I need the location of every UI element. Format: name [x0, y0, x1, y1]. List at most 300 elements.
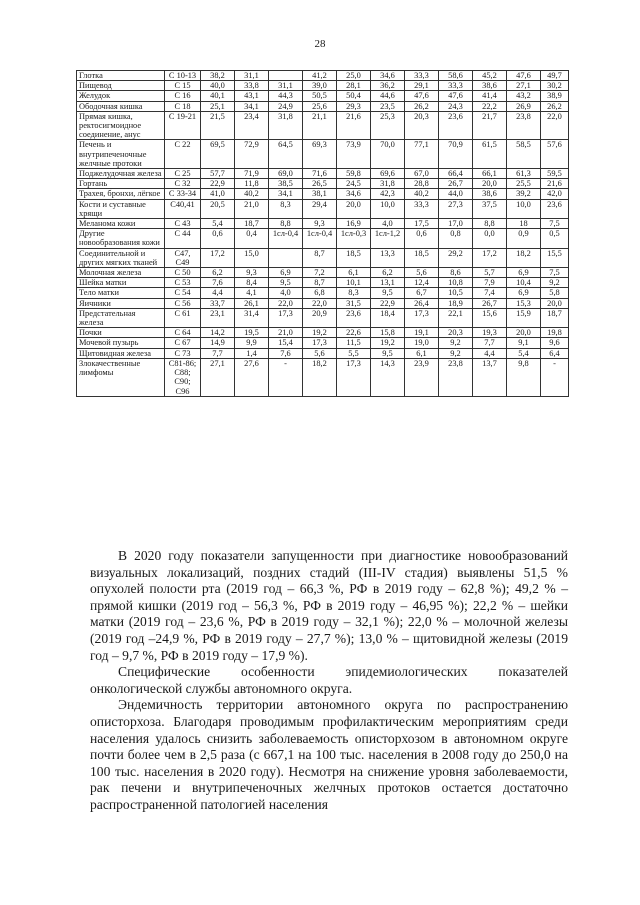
- value-cell: 8,7: [303, 278, 337, 288]
- icd-code-cell: С 50: [165, 268, 201, 278]
- localization-cell: Молочная железа: [77, 268, 165, 278]
- value-cell: 15,9: [507, 308, 541, 327]
- value-cell: 21,1: [303, 111, 337, 140]
- value-cell: 6,2: [371, 268, 405, 278]
- value-cell: 19,0: [405, 338, 439, 348]
- value-cell: 41,4: [473, 91, 507, 101]
- value-cell: 1сл-0,4: [303, 229, 337, 248]
- table-row: [77, 338, 569, 348]
- value-cell: 26,4: [405, 298, 439, 308]
- value-cell: 27,6: [235, 358, 269, 396]
- value-cell: 44,0: [439, 189, 473, 199]
- value-cell: 17,2: [201, 248, 235, 267]
- table-row: [77, 298, 569, 308]
- value-cell: 7,5: [541, 268, 569, 278]
- value-cell: 23,8: [439, 358, 473, 396]
- value-cell: 61,3: [507, 169, 541, 179]
- value-cell: 26,5: [303, 179, 337, 189]
- value-cell: 18,9: [439, 298, 473, 308]
- value-cell: 24,9: [269, 101, 303, 111]
- value-cell: 1сл-1,2: [371, 229, 405, 248]
- value-cell: 61,5: [473, 140, 507, 169]
- localization-cell: Тело матки: [77, 288, 165, 298]
- icd-code-cell: С81-86; С88; С90; С96: [165, 358, 201, 396]
- value-cell: 40,2: [235, 189, 269, 199]
- value-cell: 70,9: [439, 140, 473, 169]
- value-cell: 22,2: [473, 101, 507, 111]
- value-cell: 15,3: [507, 298, 541, 308]
- value-cell: 49,7: [541, 71, 569, 81]
- value-cell: 59,5: [541, 169, 569, 179]
- value-cell: 9,2: [541, 278, 569, 288]
- table-row: [77, 219, 569, 229]
- value-cell: 29,1: [405, 81, 439, 91]
- table-row: [77, 91, 569, 101]
- value-cell: 15,0: [235, 248, 269, 267]
- localization-cell: Кости и суставные хрящи: [77, 199, 165, 218]
- value-cell: 21,6: [541, 179, 569, 189]
- value-cell: 31,5: [337, 298, 371, 308]
- value-cell: 38,6: [473, 189, 507, 199]
- value-cell: 66,1: [473, 169, 507, 179]
- value-cell: 25,0: [337, 71, 371, 81]
- value-cell: 21,0: [235, 199, 269, 218]
- localization-cell: Печень и внутрипеченочные желчные протоки: [77, 140, 165, 169]
- value-cell: 19,8: [541, 328, 569, 338]
- value-cell: 27,1: [507, 81, 541, 91]
- value-cell: 31,8: [269, 111, 303, 140]
- value-cell: 11,8: [235, 179, 269, 189]
- value-cell: 22,1: [439, 308, 473, 327]
- value-cell: 14,3: [371, 358, 405, 396]
- value-cell: 5,4: [507, 348, 541, 358]
- value-cell: 31,8: [371, 179, 405, 189]
- table-row: [77, 199, 569, 218]
- icd-code-cell: С 15: [165, 81, 201, 91]
- value-cell: 38,1: [303, 189, 337, 199]
- value-cell: 26,7: [473, 298, 507, 308]
- value-cell: 72,9: [235, 140, 269, 169]
- icd-code-cell: С 18: [165, 101, 201, 111]
- localization-cell: Глотка: [77, 71, 165, 81]
- value-cell: 29,2: [439, 248, 473, 267]
- value-cell: 18: [507, 219, 541, 229]
- value-cell: 7,9: [473, 278, 507, 288]
- value-cell: 39,0: [303, 81, 337, 91]
- icd-code-cell: С 64: [165, 328, 201, 338]
- value-cell: 17,5: [405, 219, 439, 229]
- table-row: [77, 308, 569, 327]
- value-cell: 1сл-0,3: [337, 229, 371, 248]
- value-cell: 25,3: [371, 111, 405, 140]
- value-cell: 20,0: [507, 328, 541, 338]
- icd-code-cell: С47, С49: [165, 248, 201, 267]
- value-cell: 23,8: [507, 111, 541, 140]
- localization-cell: Щитовидная железа: [77, 348, 165, 358]
- value-cell: 31,4: [235, 308, 269, 327]
- value-cell: 19,5: [235, 328, 269, 338]
- value-cell: 38,9: [541, 91, 569, 101]
- localization-cell: Желудок: [77, 91, 165, 101]
- table-row: [77, 179, 569, 189]
- value-cell: 22,0: [541, 111, 569, 140]
- value-cell: 34,6: [371, 71, 405, 81]
- value-cell: 34,1: [269, 189, 303, 199]
- value-cell: 58,6: [439, 71, 473, 81]
- value-cell: 50,4: [337, 91, 371, 101]
- value-cell: 18,2: [507, 248, 541, 267]
- table-row: [77, 268, 569, 278]
- statistics-table: [76, 70, 569, 397]
- value-cell: 10,0: [507, 199, 541, 218]
- value-cell: 23,5: [371, 101, 405, 111]
- value-cell: 36,2: [371, 81, 405, 91]
- value-cell: 10,8: [439, 278, 473, 288]
- value-cell: 10,1: [337, 278, 371, 288]
- value-cell: 43,1: [235, 91, 269, 101]
- value-cell: 21,5: [201, 111, 235, 140]
- value-cell: 71,9: [235, 169, 269, 179]
- value-cell: 28,8: [405, 179, 439, 189]
- value-cell: 18,7: [235, 219, 269, 229]
- icd-code-cell: С 10-13: [165, 71, 201, 81]
- body-text: [90, 548, 568, 814]
- value-cell: 6,1: [405, 348, 439, 358]
- paragraph: В 2020 году показатели запущенности при диагностике новообразований визуальных локализаций, поздних стадий (III-IV стадия) выявлены 51,5 % опухолей полости рта (2019 год – 66,3 %, РФ в 2019 году – 62,8 %); 49,2 % – прямой кишки (2019 год – 56,3 %, РФ в 2019 году – 46,95 %); 22,2 % – шейки матки (2019 год – 23,6 %, РФ в 2019 году – 32,1 %); 22,0 % – молочной железы (2019 год –24,9 %, РФ в 2019 году – 27,7 %); 13,0 % – щитовидной железы (2019 год – 9,7 %, РФ в 2019 году – 17,9 %).: [90, 548, 568, 663]
- value-cell: 0,5: [541, 229, 569, 248]
- value-cell: 9,5: [371, 348, 405, 358]
- value-cell: 6,7: [405, 288, 439, 298]
- page-number: 28: [314, 38, 326, 50]
- value-cell: 38,5: [269, 179, 303, 189]
- value-cell: 6,1: [337, 268, 371, 278]
- value-cell: 69,5: [201, 140, 235, 169]
- value-cell: 5,6: [405, 268, 439, 278]
- value-cell: 14,2: [201, 328, 235, 338]
- localization-cell: Предстательная железа: [77, 308, 165, 327]
- value-cell: 8,7: [303, 248, 337, 267]
- value-cell: 23,6: [541, 199, 569, 218]
- value-cell: 69,0: [269, 169, 303, 179]
- value-cell: 9,3: [235, 268, 269, 278]
- value-cell: 40,2: [405, 189, 439, 199]
- value-cell: 19,1: [405, 328, 439, 338]
- value-cell: 20,0: [541, 298, 569, 308]
- value-cell: 47,6: [405, 91, 439, 101]
- value-cell: 18,4: [371, 308, 405, 327]
- value-cell: 57,7: [201, 169, 235, 179]
- table-row: [77, 169, 569, 179]
- value-cell: 27,3: [439, 199, 473, 218]
- value-cell: 45,2: [473, 71, 507, 81]
- value-cell: 18,5: [405, 248, 439, 267]
- value-cell: 5,4: [201, 219, 235, 229]
- value-cell: 26,2: [541, 101, 569, 111]
- value-cell: 17,3: [303, 338, 337, 348]
- icd-code-cell: С 67: [165, 338, 201, 348]
- value-cell: 57,6: [541, 140, 569, 169]
- value-cell: 34,6: [337, 189, 371, 199]
- value-cell: 15,8: [371, 328, 405, 338]
- localization-cell: Гортань: [77, 179, 165, 189]
- value-cell: 10,0: [371, 199, 405, 218]
- value-cell: 41,0: [201, 189, 235, 199]
- value-cell: 42,3: [371, 189, 405, 199]
- value-cell: 50,5: [303, 91, 337, 101]
- value-cell: 6,9: [269, 268, 303, 278]
- value-cell: 8,8: [473, 219, 507, 229]
- value-cell: 4,4: [201, 288, 235, 298]
- value-cell: 25,1: [201, 101, 235, 111]
- value-cell: 69,3: [303, 140, 337, 169]
- value-cell: 73,9: [337, 140, 371, 169]
- value-cell: 5,8: [541, 288, 569, 298]
- value-cell: 22,0: [303, 298, 337, 308]
- value-cell: 33,3: [405, 199, 439, 218]
- value-cell: 15,6: [473, 308, 507, 327]
- value-cell: 40,0: [201, 81, 235, 91]
- value-cell: 26,9: [507, 101, 541, 111]
- localization-cell: Поджелудочная железа: [77, 169, 165, 179]
- icd-code-cell: С 44: [165, 229, 201, 248]
- value-cell: 67,0: [405, 169, 439, 179]
- table-row: [77, 229, 569, 248]
- value-cell: 8,3: [269, 199, 303, 218]
- value-cell: 15,4: [269, 338, 303, 348]
- value-cell: 6,2: [201, 268, 235, 278]
- value-cell: 9,3: [303, 219, 337, 229]
- value-cell: 47,6: [439, 91, 473, 101]
- table-row: [77, 71, 569, 81]
- value-cell: 21,0: [269, 328, 303, 338]
- value-cell: 37,5: [473, 199, 507, 218]
- value-cell: 22,6: [337, 328, 371, 338]
- table-row: [77, 101, 569, 111]
- value-cell: 0,9: [507, 229, 541, 248]
- value-cell: 23,9: [405, 358, 439, 396]
- value-cell: 42,0: [541, 189, 569, 199]
- value-cell: 11,5: [337, 338, 371, 348]
- value-cell: 40,1: [201, 91, 235, 101]
- value-cell: 0,6: [405, 229, 439, 248]
- value-cell: 21,7: [473, 111, 507, 140]
- table-row: [77, 358, 569, 396]
- value-cell: 38,6: [473, 81, 507, 91]
- table-row: [77, 111, 569, 140]
- value-cell: 9,5: [371, 288, 405, 298]
- value-cell: 7,5: [541, 219, 569, 229]
- value-cell: 70,0: [371, 140, 405, 169]
- icd-code-cell: С 73: [165, 348, 201, 358]
- icd-code-cell: С 61: [165, 308, 201, 327]
- value-cell: 13,1: [371, 278, 405, 288]
- value-cell: 17,0: [439, 219, 473, 229]
- value-cell: 19,2: [371, 338, 405, 348]
- value-cell: 4,0: [269, 288, 303, 298]
- localization-cell: Другие новообразования кожи: [77, 229, 165, 248]
- value-cell: 18,5: [337, 248, 371, 267]
- value-cell: -: [541, 358, 569, 396]
- value-cell: 30,2: [541, 81, 569, 91]
- localization-cell: Мочевой пузырь: [77, 338, 165, 348]
- value-cell: 38,2: [201, 71, 235, 81]
- value-cell: 7,6: [201, 278, 235, 288]
- value-cell: 18,2: [303, 358, 337, 396]
- icd-code-cell: С 22: [165, 140, 201, 169]
- value-cell: 6,9: [507, 268, 541, 278]
- value-cell: 0,4: [235, 229, 269, 248]
- value-cell: 13,7: [473, 358, 507, 396]
- value-cell: 9,2: [439, 348, 473, 358]
- value-cell: 9,1: [507, 338, 541, 348]
- value-cell: 0,8: [439, 229, 473, 248]
- value-cell: 4,0: [371, 219, 405, 229]
- value-cell: 23,6: [439, 111, 473, 140]
- value-cell: 31,1: [235, 71, 269, 81]
- value-cell: 7,7: [201, 348, 235, 358]
- value-cell: 22,9: [371, 298, 405, 308]
- value-cell: 27,1: [201, 358, 235, 396]
- icd-code-cell: С 19-21: [165, 111, 201, 140]
- value-cell: 13,3: [371, 248, 405, 267]
- value-cell: 9,2: [439, 338, 473, 348]
- value-cell: 7,2: [303, 268, 337, 278]
- icd-code-cell: С 33-34: [165, 189, 201, 199]
- value-cell: 5,7: [473, 268, 507, 278]
- localization-cell: Меланома кожи: [77, 219, 165, 229]
- value-cell: 41,2: [303, 71, 337, 81]
- localization-cell: Злокачественные лимфомы: [77, 358, 165, 396]
- value-cell: 20,3: [405, 111, 439, 140]
- value-cell: 17,3: [269, 308, 303, 327]
- value-cell: 1сл-0,4: [269, 229, 303, 248]
- value-cell: 33,3: [405, 71, 439, 81]
- icd-code-cell: С 32: [165, 179, 201, 189]
- value-cell: 25,5: [507, 179, 541, 189]
- value-cell: 17,3: [337, 358, 371, 396]
- localization-cell: Прямая кишка, ректосигмоидное соединение, анус: [77, 111, 165, 140]
- value-cell: 23,1: [201, 308, 235, 327]
- value-cell: 39,2: [507, 189, 541, 199]
- table-row: [77, 278, 569, 288]
- icd-code-cell: С 25: [165, 169, 201, 179]
- value-cell: 10,4: [507, 278, 541, 288]
- value-cell: 7,4: [473, 288, 507, 298]
- localization-cell: Почки: [77, 328, 165, 338]
- localization-cell: Шейка матки: [77, 278, 165, 288]
- value-cell: 31,1: [269, 81, 303, 91]
- icd-code-cell: С 53: [165, 278, 201, 288]
- table-row: [77, 248, 569, 267]
- value-cell: 16,9: [337, 219, 371, 229]
- value-cell: 64,5: [269, 140, 303, 169]
- value-cell: 26,2: [405, 101, 439, 111]
- value-cell: 66,4: [439, 169, 473, 179]
- value-cell: 7,6: [269, 348, 303, 358]
- table-body: [77, 71, 569, 397]
- value-cell: 20,0: [473, 179, 507, 189]
- value-cell: 34,1: [235, 101, 269, 111]
- value-cell: 8,4: [235, 278, 269, 288]
- value-cell: 6,8: [303, 288, 337, 298]
- value-cell: 9,6: [541, 338, 569, 348]
- value-cell: 8,8: [269, 219, 303, 229]
- value-cell: 44,3: [269, 91, 303, 101]
- value-cell: 9,5: [269, 278, 303, 288]
- value-cell: 22,0: [269, 298, 303, 308]
- value-cell: 33,8: [235, 81, 269, 91]
- value-cell: 20,3: [439, 328, 473, 338]
- icd-code-cell: С 56: [165, 298, 201, 308]
- value-cell: 43,2: [507, 91, 541, 101]
- value-cell: 22,9: [201, 179, 235, 189]
- value-cell: 24,3: [439, 101, 473, 111]
- value-cell: 23,6: [337, 308, 371, 327]
- value-cell: 29,3: [337, 101, 371, 111]
- value-cell: 59,8: [337, 169, 371, 179]
- value-cell: 58,5: [507, 140, 541, 169]
- value-cell: 33,7: [201, 298, 235, 308]
- value-cell: 9,8: [507, 358, 541, 396]
- value-cell: 12,4: [405, 278, 439, 288]
- icd-code-cell: С 54: [165, 288, 201, 298]
- value-cell: 19,3: [473, 328, 507, 338]
- value-cell: -: [269, 358, 303, 396]
- table-row: [77, 328, 569, 338]
- value-cell: 9,9: [235, 338, 269, 348]
- value-cell: 24,5: [337, 179, 371, 189]
- value-cell: 33,3: [439, 81, 473, 91]
- paragraph: Эндемичность территории автономного округа по распространению описторхоза. Благодаря проводимым профилактическим мероприятиям среди населения удалось снизить заболеваемость описторхозом в автономном округе почти более чем в 2,5 раза (с 667,1 на 100 тыс. населения в 2008 году до 250,0 на 100 тыс. населения в 2020 году). Несмотря на снижение уровня заболеваемости, рак печени и внутрипеченочных желчных протоков остается достаточно распространенной патологией населения: [90, 697, 568, 812]
- value-cell: 28,1: [337, 81, 371, 91]
- paragraph: Специфические особенности эпидемиологических показателей онкологической службы автономного округа.: [90, 664, 568, 696]
- value-cell: 5,6: [303, 348, 337, 358]
- value-cell: 29,4: [303, 199, 337, 218]
- table-row: [77, 348, 569, 358]
- localization-cell: Соединительной и других мягких тканей: [77, 248, 165, 267]
- value-cell: 8,6: [439, 268, 473, 278]
- table-row: [77, 288, 569, 298]
- localization-cell: Пищевод: [77, 81, 165, 91]
- value-cell: 18,7: [541, 308, 569, 327]
- value-cell: 6,9: [507, 288, 541, 298]
- value-cell: 20,9: [303, 308, 337, 327]
- value-cell: 17,3: [405, 308, 439, 327]
- value-cell: 0,0: [473, 229, 507, 248]
- value-cell: 47,6: [507, 71, 541, 81]
- localization-cell: Яичники: [77, 298, 165, 308]
- value-cell: 15,5: [541, 248, 569, 267]
- value-cell: 69,6: [371, 169, 405, 179]
- value-cell: 19,2: [303, 328, 337, 338]
- icd-code-cell: С40,41: [165, 199, 201, 218]
- value-cell: [269, 71, 303, 81]
- value-cell: 5,5: [337, 348, 371, 358]
- value-cell: [269, 248, 303, 267]
- icd-code-cell: С 43: [165, 219, 201, 229]
- value-cell: 20,5: [201, 199, 235, 218]
- value-cell: 4,1: [235, 288, 269, 298]
- icd-code-cell: С 16: [165, 91, 201, 101]
- value-cell: 21,6: [337, 111, 371, 140]
- value-cell: 17,2: [473, 248, 507, 267]
- value-cell: 0,6: [201, 229, 235, 248]
- value-cell: 7,7: [473, 338, 507, 348]
- value-cell: 10,5: [439, 288, 473, 298]
- value-cell: 6,4: [541, 348, 569, 358]
- value-cell: 26,1: [235, 298, 269, 308]
- value-cell: 77,1: [405, 140, 439, 169]
